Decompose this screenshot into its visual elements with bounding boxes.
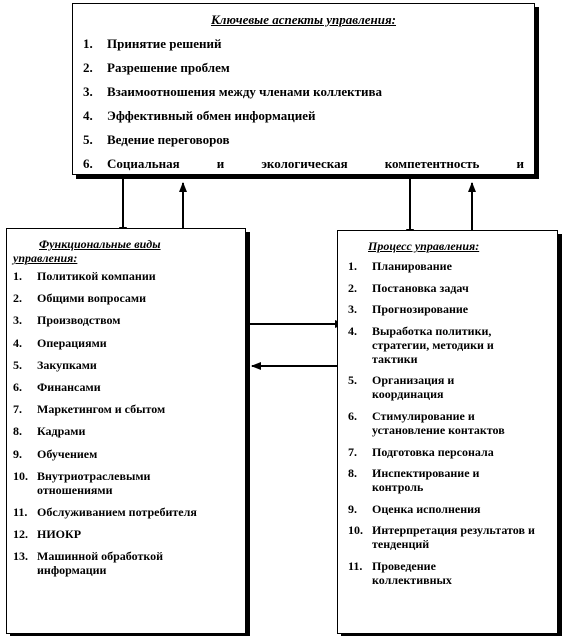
item-text: Взаимоотношения между членами коллектива [107,84,383,99]
list-item [73,80,534,104]
list-item [7,527,245,541]
item-number: 7. [13,402,22,417]
item-number: 5. [83,132,93,147]
list-item [338,373,557,401]
list-item [7,549,245,577]
item-text: Стимулирование и установление контактов [372,408,505,437]
list-item [73,104,534,128]
item-text: Кадрами [37,424,86,439]
item-number: 8. [13,424,22,439]
management-process-title: Процесс управления: [368,239,480,253]
list-item [7,358,245,372]
item-text: Принятие решений [107,36,222,51]
item-number: 10. [13,468,28,483]
item-text: Постановка задач [372,280,469,295]
item-text: Планирование [372,259,452,273]
functional-types-title [13,237,239,265]
item-text: Обучением [37,446,98,461]
list-item [73,32,534,56]
list-item [338,559,557,587]
item-number: 5. [13,357,22,372]
functional-types-list [7,269,245,577]
item-text: Интерпретация результатов и тенденций [372,523,535,552]
list-item [7,505,245,519]
key-aspects-list [73,32,534,175]
item-number: 5. [348,373,357,388]
word: компетентность [384,156,480,171]
item-text: НИОКР [37,527,82,542]
item-text: Финансами [37,379,101,394]
word: экологическая [261,156,348,171]
item-number: 9. [348,501,357,516]
item-number: 6. [13,379,22,394]
item-text: Оценка исполнения [372,501,481,516]
list-item [338,502,557,516]
item-number: 4. [83,108,93,123]
key-aspects-title: Ключевые аспекты управления: [210,12,397,27]
item-number: 6. [83,156,93,171]
item-text: Прогнозирование [372,302,469,317]
list-item [73,56,534,80]
item-text: Политикой компании [37,269,156,283]
item-text: Подготовка персонала [372,444,494,459]
list-item [7,469,245,497]
item-number: 1. [348,259,357,273]
item-number: 4. [348,323,357,338]
item-number: 7. [348,444,357,459]
title-line-2: управления: [13,251,78,265]
item-text: Обслуживанием потребителя [37,504,197,519]
item-number: 1. [83,36,93,51]
item-number: 12. [13,527,28,542]
item-text: Операциями [37,335,107,350]
item-number: 8. [348,466,357,481]
item-number: 13. [13,549,28,564]
title-line-1: Функциональные виды [39,237,161,251]
management-process-list [338,259,557,587]
item-text: Инспектирование и контроль [372,466,480,495]
list-item [7,424,245,438]
item-number: 10. [348,523,363,538]
list-item [7,380,245,394]
item-number: 1. [13,269,22,283]
list-item [7,402,245,416]
list-item [338,466,557,494]
word: и [516,156,524,171]
item-text: Организация и координация [372,373,455,402]
item-number: 4. [13,335,22,350]
item-text: Закупками [37,357,97,372]
word: Социальная [107,156,180,171]
list-item [7,269,245,283]
management-process-box [337,230,558,634]
item-text: Производством [37,313,121,328]
item-text-justified [107,152,534,175]
list-item [338,302,557,316]
list-item [73,128,534,152]
list-item [338,259,557,273]
item-text: Эффективный обмен информацией [107,108,316,123]
list-item [338,523,557,551]
item-number: 9. [13,446,22,461]
item-number: 11. [348,558,363,573]
item-text: Общими вопросами [37,291,147,306]
item-number: 3. [83,84,93,99]
item-number: 2. [13,291,22,306]
item-text: Проведение коллективных [372,558,452,587]
item-text: Выработка политики, стратегии, методики и тактики [372,323,494,366]
item-text: Машинной обработкой информации [37,549,164,578]
item-text: Внутриотраслевыми отношениями [37,468,151,497]
list-item [7,447,245,461]
list-item [7,291,245,305]
list-item [338,324,557,366]
item-text: Маркетингом и сбытом [37,402,166,417]
list-item [338,409,557,437]
functional-types-box [6,228,246,634]
list-item [338,281,557,295]
item-number: 6. [348,408,357,423]
list-item [7,313,245,327]
item-number: 3. [348,302,357,317]
item-number: 2. [348,280,357,295]
item-text: Разрешение проблем [107,60,230,75]
item-number: 11. [13,504,28,519]
word: и [216,156,225,171]
list-item [338,445,557,459]
item-number: 3. [13,313,22,328]
item-text: Ведение переговоров [107,132,230,147]
list-item [7,336,245,350]
key-aspects-box [72,3,535,175]
list-item [73,152,534,175]
item-number: 2. [83,60,93,75]
